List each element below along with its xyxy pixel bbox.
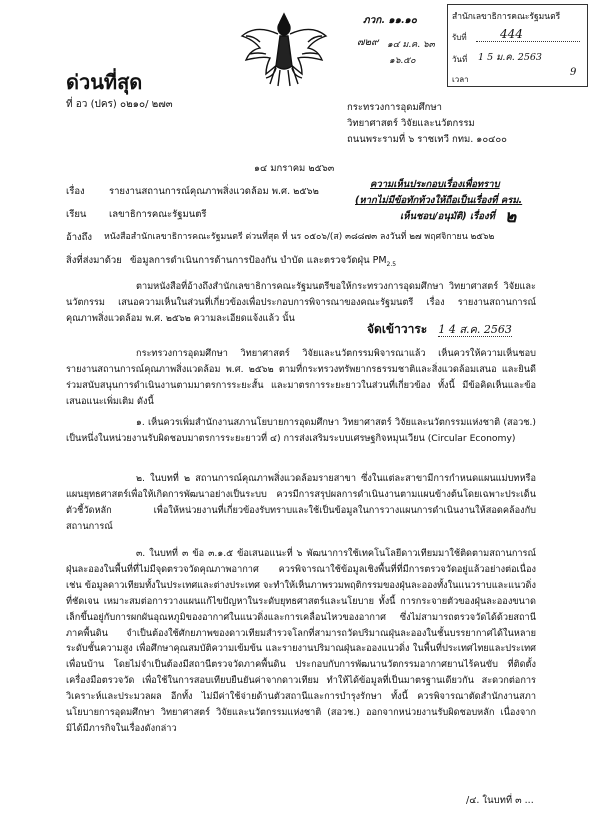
ministry-name-2: วิทยาศาสตร์ วิจัยและนวัตกรรม [347, 118, 475, 129]
enclosure-subscript: 2.5 [386, 260, 397, 268]
cabinet-stamp [447, 4, 588, 87]
receive-stamp-time: ๑๖.๕๐ [389, 56, 416, 66]
cabinet-note-number: ๒ [505, 207, 517, 227]
agenda-stamp [367, 318, 512, 339]
cabinet-stamp-no-label: รับที่ [452, 33, 467, 42]
paragraph-2: กระทรวงการอุดมศึกษา วิทยาศาสตร์ วิจัยและนวัตกรรมพิจารณาแล้ว เห็นควรให้ความเห็นชอบรายงานสถานการณ์คุณภาพสิ่งแวดล้อม พ.ศ. ๒๕๖๒ ตามที่กระทรวงทรัพยากรธรรมชาติและสิ่งแวดล้อมเสนอ และยินดีร่วมสนับสนุนการดำเนินงานตามมาตรการระยะสั้น และมาตรการระยะยาวในส่วนที่เกี่ยวข้อง ทั้งนี้ มีข้อคิดเห็นและข้อเสนอแนะเพิ่มเติม ดังนี้ [66, 348, 536, 407]
subject-label: เรื่อง [66, 186, 85, 197]
cabinet-note-line2: (หากไม่มีข้อทักท้วงให้ถือเป็นเรื่องที่ ครม. [355, 195, 523, 206]
cabinet-note-line1: ความเห็นประกอบเรื่องเพื่อทราบ [370, 179, 500, 190]
cabinet-stamp-time-value: 9 [570, 67, 577, 78]
continued-note: /๔. ในบทที่ ๓ ... [466, 795, 534, 806]
cabinet-stamp-no-value: 444 [500, 27, 523, 41]
ministry-address: ถนนพระรามที่ ๖ ราชเทวี กทม. ๑๐๔๐๐ [347, 134, 507, 145]
cabinet-stamp-title: สำนักเลขาธิการคณะรัฐมนตรี [452, 12, 561, 22]
cabinet-stamp-date-value: 1 5 ม.ค. 2563 [478, 52, 542, 63]
to-label: เรียน [66, 209, 87, 220]
agenda-stamp-label: จัดเข้าวาระ [367, 322, 428, 336]
enclosure-main: ข้อมูลการดำเนินการด้านการป้องกัน บำบัด และตรวจวัดฝุ่น PM [130, 255, 387, 266]
reference-text: หนังสือสำนักเลขาธิการคณะรัฐมนตรี ด่วนที่สุด ที่ นร ๐๕๐๖/(ส) ๓๘๘๗๓ ลงวันที่ ๒๗ พฤศจิกายน ๒๕๖๒ [104, 232, 495, 242]
document-number: ที่ อว (ปคร) ๐๒๑๐/ ๒๗๓ [66, 99, 173, 110]
agenda-stamp-value: 1 4 ส.ค. 2563 [438, 323, 512, 336]
paragraph-5: ๓. ในบทที่ ๓ ข้อ ๓.๑.๕ ข้อเสนอแนะที่ ๖ พัฒนาการใช้เทคโนโลยีดาวเทียมมาใช้ติดตามสถานการณ์ฝุ่นละอองในพื้นที่ที่ไม่มีจุดตรวจวัดคุณภาพอากาศ ควรพิจารณาใช้ข้อมูลเชิงพื้นที่ที่มีการตรวจวัดอยู่แล้วอย่างต่อเนื่อง เช่น ข้อมูลดาวเทียมทั้งในประเทศและต่างประเทศ จะทำให้เห็นภาพรวมพฤติกรรมของฝุ่นละอองทั้งในแนวราบและแนวดิ่งที่ชัดเจน เหมาะสมต่อการวางแผนแก้ไขปัญหาในระดับยุทธศาสตร์และนโยบาย ทั้งนี้ การกระจายตัวของฝุ่นละอองขนาดเล็กขึ้นอยู่กับการผกผันอุณหภูมิของอากาศในแนวดิ่งและการเคลื่อนไหวของอากาศ ซึ่งไม่สามารถตรวจวัดได้ด้วยสถานีภาคพื้นดิน จำเป็นต้องใช้ศักยภาพของดาวเทียมสำรวจโลกที่สามารถวัดปริมาณฝุ่นละอองในชั้นบรรยากาศได้ในหลายระดับชั้นความสูง เพื่อศึกษาคุณสมบัติความเข้มข้น และรายงานปริมาณฝุ่นละอองแนวดิ่ง ในพื้นที่ประเทศไทยและประเทศเพื่อนบ้าน โดยไม่จำเป็นต้องมีสถานีตรวจวัดภาคพื้นดิน ประกอบกับการพัฒนานวัตกรรมอากาศยานไร้คนขับ ที่ติดตั้งเครื่องมือตรวจวัด เพื่อใช้ในการสอบเทียบยืนยันค่าจากดาวเทียม ทำให้ได้ข้อมูลที่เป็นมาตรฐานเดียวกัน สะดวกต่อการวิเคราะห์และประมวลผล อีกทั้ง ไม่มีค่าใช้จ่ายด้านตัวสถานีและการบำรุงรักษา ทั้งนี้ ควรพิจารณาตัดสำนักงานสภานโยบายการอุดมศึกษา วิทยาศาสตร์ วิจัยและนวัตกรรมแห่งชาติ (สอวช.) ออกจากหน่วยงานรับผิดชอบหลัก เนื่องจากมิได้มีภารกิจในเรื่องดังกล่าว [66, 548, 536, 734]
paragraph-3: ๑. เห็นควรเพิ่มสำนักงานสภานโยบายการอุดมศึกษา วิทยาศาสตร์ วิจัยและนวัตกรรมแห่งชาติ (สอวช.) เป็นหนึ่งในหน่วยงานรับผิดชอบมาตรการระยะยาวที่ ๔) การส่งเสริมระบบเศรษฐกิจหมุนเวียน (Circular Economy) [66, 417, 536, 444]
urgency-heading: ด่วนที่สุด [66, 70, 143, 94]
enclosure-label: สิ่งที่ส่งมาด้วย [66, 255, 122, 266]
cabinet-stamp-no-line [476, 41, 580, 42]
cabinet-stamp-date-label: วันที่ [452, 55, 468, 64]
receive-stamp-code: ภวก. ๑๑.๑๐ [363, 15, 417, 26]
garuda-emblem-icon [236, 6, 332, 90]
ministry-name: กระทรวงการอุดมศึกษา [347, 102, 442, 113]
reference-label: อ้างถึง [66, 232, 93, 243]
to-text: เลขาธิการคณะรัฐมนตรี [109, 209, 207, 220]
paragraph-1: ตามหนังสือที่อ้างถึงสำนักเลขาธิการคณะรัฐมนตรีขอให้กระทรวงการอุดมศึกษา วิทยาศาสตร์ วิจัยและนวัตกรรม เสนอความเห็นในส่วนที่เกี่ยวข้องเพื่อประกอบการพิจารณาของคณะรัฐมนตรี เรื่อง รายงานสถานการณ์คุณภาพสิ่งแวดล้อม พ.ศ. ๒๕๖๒ ความละเอียดแจ้งแล้ว นั้น [66, 281, 536, 324]
receive-stamp-date: ๑๔ ม.ค. ๖๓ [387, 40, 435, 50]
cabinet-stamp-time-label: เวลา [452, 75, 469, 84]
document-date: ๑๔ มกราคม ๒๕๖๓ [254, 163, 335, 174]
subject-text: รายงานสถานการณ์คุณภาพสิ่งแวดล้อม พ.ศ. ๒๕๖๒ [109, 186, 319, 197]
enclosure-text [130, 254, 396, 271]
paragraph-4: ๒. ในบทที่ ๒ สถานการณ์คุณภาพสิ่งแวดล้อมรายสาขา ซึ่งในแต่ละสาขามีการกำหนดแผนแม่บทหรือแผนยุทธศาสตร์เพื่อให้เกิดการพัฒนาอย่างเป็นระบบ ควรมีการสรุปผลการดำเนินงานตามแผนข้างต้นโดยเฉพาะประเด็นตัวชี้วัดหลัก เพื่อให้หน่วยงานที่เกี่ยวข้องรับทราบและใช้เป็นข้อมูลในการวางแผนการดำเนินงานให้สอดคล้องกับสถานการณ์ [66, 473, 536, 532]
receive-stamp-number: ๗๒๙ [357, 37, 379, 48]
cabinet-note-line3: เห็นชอบ/อนุมัติ) เรื่องที่ [400, 211, 495, 222]
